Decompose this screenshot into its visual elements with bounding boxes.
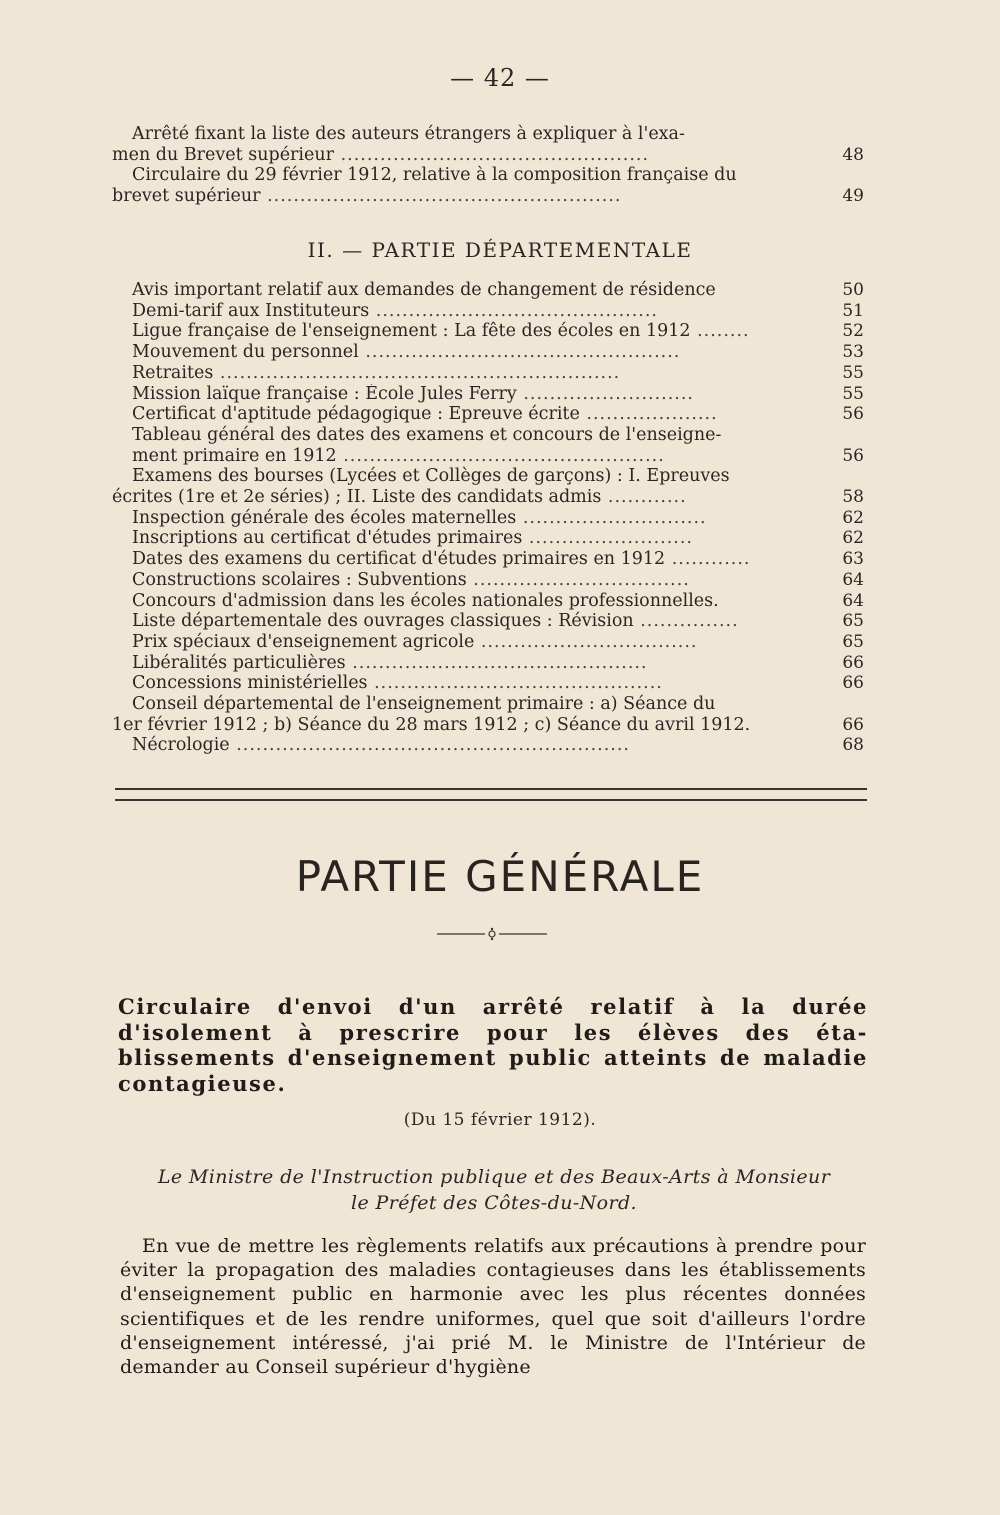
toc-entry-text: Concours d'admission dans les écoles nationales professionnelles. (132, 590, 719, 611)
toc-page-number: 58 (842, 487, 864, 508)
toc-entry (112, 694, 864, 735)
leader-dots: .......................... (516, 383, 694, 404)
toc-entry (112, 280, 864, 301)
toc-part-1 (112, 124, 864, 207)
toc-entry (112, 363, 864, 384)
leader-dots: ............ (665, 549, 751, 570)
toc-entry-text: Mission laïque française : École Jules Ferry .......................... (132, 383, 694, 404)
toc-page-number: 66 (842, 673, 864, 694)
leader-dots: ............................................... (334, 144, 650, 165)
toc-entry (112, 549, 864, 570)
toc-entry-text: Prix spéciaux d'enseignement agricole ................................. (132, 631, 698, 652)
leader-dots: ................................. (466, 569, 690, 590)
toc-entry-text: Liste départementale des ouvrages classiques : Révision ............... (132, 611, 739, 632)
leader-dots: ............................................. (345, 652, 648, 673)
toc-page-number: 65 (842, 631, 864, 652)
toc-page-number: 68 (842, 735, 864, 756)
toc-page-number: 53 (842, 342, 864, 363)
toc-page-number: 52 (842, 321, 864, 342)
leader-dots: ............................................ (367, 673, 663, 694)
page-number: — 42 — (450, 64, 550, 92)
toc-entry-text: écrites (1re et 2e séries) ; II. Liste des candidats admis ............ (112, 487, 687, 508)
toc-page-number: 49 (842, 186, 864, 207)
article-date: (Du 15 février 1912). (403, 1110, 597, 1130)
part-title: PARTIE GÉNÉRALE (295, 852, 705, 901)
leader-dots: ................................................. (336, 445, 665, 466)
leader-dots: ............................................................. (213, 362, 621, 383)
body-paragraph: En vue de mettre les règlements relatifs aux précautions à prendre pour éviter la propagation des maladies contagieuses dans les établissements d'enseignement public en harmonie avec les plus récentes données scientifiques et de les rendre uniformes, quel que soit d'ailleurs l'ordre d'enseignement intéressé, j'ai prié M. le Ministre de l'Intérieur de demander au Conseil supérieur d'hygiène (120, 1235, 866, 1379)
leader-dots: ................................................ (358, 342, 681, 363)
toc-entry (112, 301, 864, 322)
section-heading: II. — PARTIE DÉPARTEMENTALE (307, 238, 693, 262)
toc-page-number: 48 (842, 144, 864, 165)
toc-entry-text: Retraites ............................................................. (132, 362, 621, 383)
leader-dots: ............................ (516, 507, 707, 528)
toc-entry-text: Inscriptions au certificat d'études primaires ......................... (132, 528, 693, 549)
toc-entry-text: Inspection générale des écoles maternelles ............................ (132, 507, 707, 528)
toc-entry-text: Certificat d'aptitude pédagogique : Epreuve écrite .................... (132, 404, 718, 425)
ornament-divider (437, 926, 547, 942)
leader-dots: ............................................................ (229, 735, 630, 756)
toc-page-number: 55 (842, 383, 864, 404)
toc-page-number: 66 (842, 714, 864, 735)
leader-dots: ........ (690, 321, 750, 342)
leader-dots: ........................................... (369, 300, 658, 321)
toc-entry (112, 653, 864, 674)
toc-page-number: 51 (842, 300, 864, 321)
address-line: le Préfet des Côtes-du-Nord. (350, 1192, 637, 1214)
toc-entry-text: Avis important relatif aux demandes de changement de résidence (132, 280, 716, 300)
toc-entry-text: Tableau général des dates des examens et concours de l'enseigne- (132, 424, 722, 445)
toc-entry-text: Circulaire du 29 février 1912, relative à la composition française du (132, 165, 737, 186)
toc-page-number: 66 (842, 652, 864, 673)
toc-entry-text: 1er février 1912 ; b) Séance du 28 mars 1912 ; c) Séance du avril 1912. (112, 714, 751, 735)
toc-entry (112, 342, 864, 363)
toc-page-number: 50 (842, 280, 864, 300)
leader-dots: .................... (579, 404, 718, 425)
article-title: Circulaire d'envoi d'un arrêté relatif à la durée d'isolement à prescrire pour les élèves des éta-blissements d'enseignement public atteints de maladie contagieuse. (118, 994, 868, 1096)
toc-entry (112, 508, 864, 529)
leader-dots: ................................. (474, 631, 698, 652)
toc-entry (112, 735, 864, 756)
toc-entry-text: Nécrologie ............................................................ (132, 735, 630, 756)
toc-entry-text: Demi-tarif aux Instituteurs ........................................... (132, 300, 658, 321)
address (118, 1164, 870, 1216)
leader-dots: ......................... (522, 528, 693, 549)
toc-page-number: 64 (842, 569, 864, 590)
toc-part-2 (112, 280, 864, 756)
toc-entry-text: Examens des bourses (Lycées et Collèges de garçons) : I. Epreuves (132, 466, 730, 487)
leader-dots: ............ (601, 487, 687, 508)
toc-entry-text: Conseil départemental de l'enseignement primaire : a) Séance du (132, 694, 716, 715)
toc-entry-text: Constructions scolaires : Subventions ................................. (132, 569, 690, 590)
toc-entry-text: Ligue française de l'enseignement : La fête des écoles en 1912 ........ (132, 321, 750, 342)
toc-entry (112, 466, 864, 507)
toc-page-number: 56 (842, 404, 864, 425)
leader-dots: ...................................................... (260, 186, 622, 207)
toc-page-number: 62 (842, 507, 864, 528)
toc-entry (112, 570, 864, 591)
toc-entry-text: Dates des examens du certificat d'études primaires en 1912 ............ (132, 549, 751, 570)
double-rule-divider (115, 788, 867, 801)
toc-entry (112, 591, 864, 612)
toc-entry (112, 425, 864, 466)
toc-entry-text: Mouvement du personnel ................................................ (132, 342, 681, 363)
toc-entry (112, 321, 864, 342)
toc-entry (112, 404, 864, 425)
address-line: Le Ministre de l'Instruction publique et des Beaux-Arts à Monsieur (157, 1166, 831, 1188)
toc-page-number: 56 (842, 445, 864, 466)
toc-entry-text: Concessions ministérielles ............................................ (132, 673, 663, 694)
toc-entry (112, 673, 864, 694)
toc-entry (112, 165, 864, 206)
toc-entry-text: brevet supérieur ...................................................... (112, 186, 622, 207)
toc-page-number: 63 (842, 549, 864, 570)
toc-page-number: 64 (842, 590, 864, 611)
toc-entry-text: ment primaire en 1912 ................................................. (132, 445, 665, 466)
leader-dots: ............... (633, 611, 739, 632)
toc-entry (112, 384, 864, 405)
toc-page-number: 62 (842, 528, 864, 549)
toc-entry-text: Arrêté fixant la liste des auteurs étrangers à expliquer à l'exa- (132, 124, 685, 144)
toc-entry (112, 611, 864, 632)
toc-entry-text: men du Brevet supérieur ............................................... (112, 144, 650, 165)
toc-entry (112, 124, 864, 165)
toc-entry (112, 632, 864, 653)
toc-page-number: 55 (842, 362, 864, 383)
toc-entry-text: Libéralités particulières ............................................. (132, 652, 648, 673)
toc-entry (112, 528, 864, 549)
toc-page-number: 65 (842, 611, 864, 632)
